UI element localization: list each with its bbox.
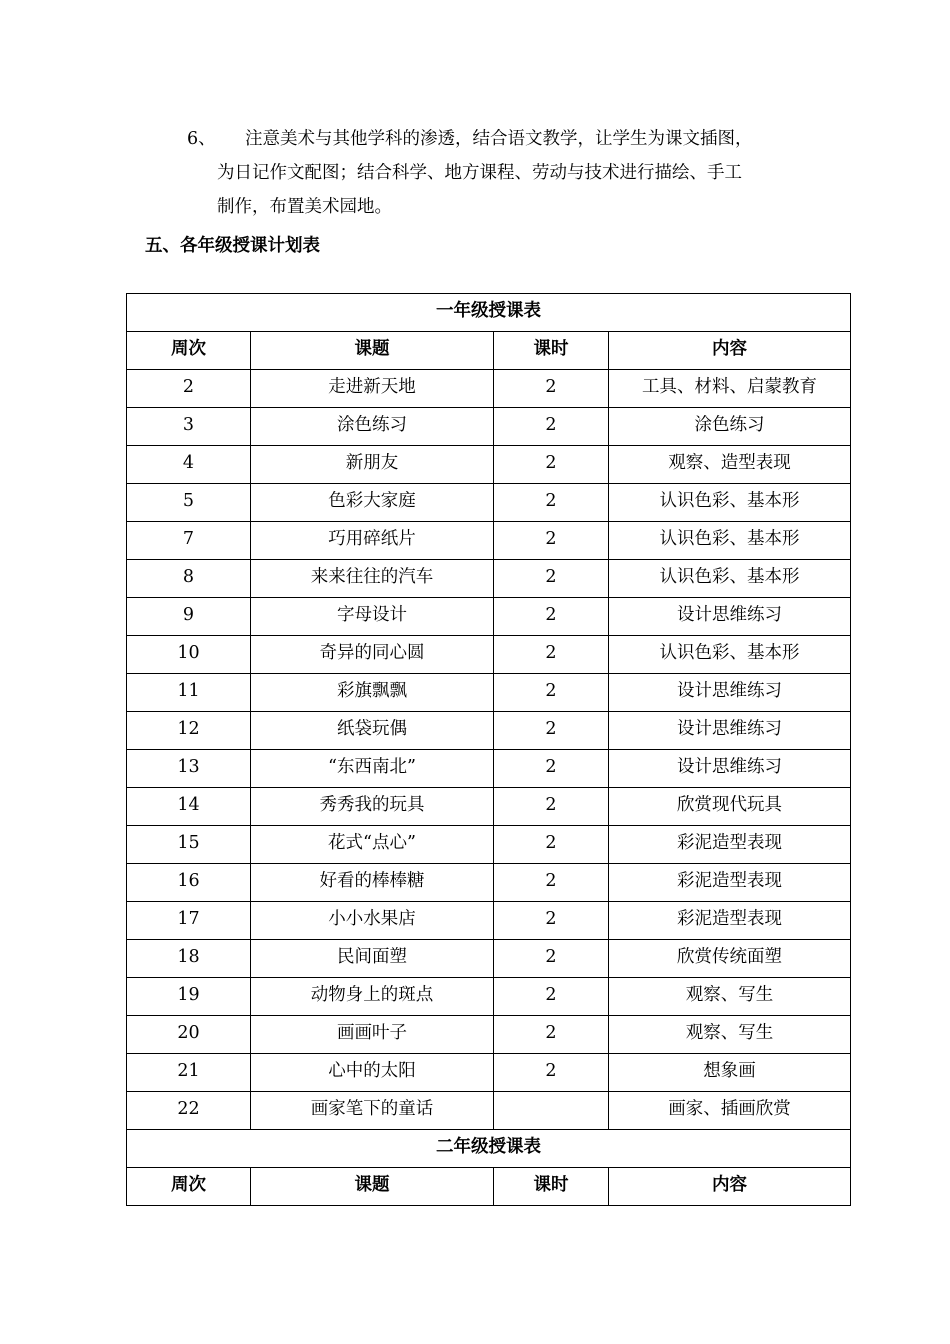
cell-hours: 2: [494, 560, 609, 598]
cell-week: 14: [127, 788, 251, 826]
table-row: [127, 826, 851, 864]
cell-hours: 2: [494, 788, 609, 826]
cell-content: 想象画: [609, 1054, 851, 1092]
cell-content: 观察、写生: [609, 1016, 851, 1054]
cell-hours: 2: [494, 370, 609, 408]
cell-content: 观察、造型表现: [609, 446, 851, 484]
grade2-header-row: [127, 1168, 851, 1206]
cell-week: 19: [127, 978, 251, 1016]
list-number: 6、: [187, 129, 216, 149]
cell-topic: 彩旗飘飘: [251, 674, 494, 712]
cell-topic: 涂色练习: [251, 408, 494, 446]
paragraph-line: 为日记作文配图；结合科学、地方课程、劳动与技术进行描绘、手工: [217, 163, 742, 183]
cell-week: 18: [127, 940, 251, 978]
cell-content: 彩泥造型表现: [609, 902, 851, 940]
cell-week: 3: [127, 408, 251, 446]
cell-content: 欣赏现代玩具: [609, 788, 851, 826]
cell-content: 认识色彩、基本形: [609, 636, 851, 674]
cell-topic: 色彩大家庭: [251, 484, 494, 522]
table-row: [127, 1092, 851, 1130]
cell-topic: 动物身上的斑点: [251, 978, 494, 1016]
cell-content: 认识色彩、基本形: [609, 522, 851, 560]
paragraph-line: 注意美术与其他学科的渗透，结合语文教学，让学生为课文插图，: [245, 129, 753, 149]
cell-topic: 巧用碎纸片: [251, 522, 494, 560]
cell-week: 22: [127, 1092, 251, 1130]
cell-week: 8: [127, 560, 251, 598]
cell-content: 观察、写生: [609, 978, 851, 1016]
cell-week: 7: [127, 522, 251, 560]
grade2-title-row: [127, 1130, 851, 1168]
cell-topic: 画家笔下的童话: [251, 1092, 494, 1130]
schedule-table: [126, 293, 851, 1206]
cell-week: 9: [127, 598, 251, 636]
table-row: [127, 1016, 851, 1054]
cell-week: 21: [127, 1054, 251, 1092]
column-header-week: 周次: [127, 1168, 251, 1206]
cell-topic: 好看的棒棒糖: [251, 864, 494, 902]
cell-topic: 秀秀我的玩具: [251, 788, 494, 826]
column-header-week: 周次: [127, 332, 251, 370]
cell-hours: 2: [494, 484, 609, 522]
table-row: [127, 446, 851, 484]
table-row: [127, 864, 851, 902]
paragraph-line: 制作，布置美术园地。: [217, 197, 392, 217]
column-header-content: 内容: [609, 1168, 851, 1206]
cell-content: 涂色练习: [609, 408, 851, 446]
cell-week: 2: [127, 370, 251, 408]
column-header-hours: 课时: [494, 332, 609, 370]
table-row: [127, 674, 851, 712]
grade1-header-row: [127, 332, 851, 370]
cell-week: 13: [127, 750, 251, 788]
cell-week: 10: [127, 636, 251, 674]
cell-topic: 纸袋玩偶: [251, 712, 494, 750]
column-header-topic: 课题: [251, 332, 494, 370]
table-row: [127, 484, 851, 522]
cell-content: 欣赏传统面塑: [609, 940, 851, 978]
table-row: [127, 978, 851, 1016]
cell-topic: 新朋友: [251, 446, 494, 484]
cell-topic: 字母设计: [251, 598, 494, 636]
cell-hours: 2: [494, 1054, 609, 1092]
cell-content: 彩泥造型表现: [609, 826, 851, 864]
table-row: [127, 408, 851, 446]
table-row: [127, 712, 851, 750]
cell-hours: 2: [494, 446, 609, 484]
cell-topic: 民间面塑: [251, 940, 494, 978]
table-row: [127, 902, 851, 940]
cell-hours: 2: [494, 598, 609, 636]
cell-week: 4: [127, 446, 251, 484]
cell-topic: 小小水果店: [251, 902, 494, 940]
cell-hours: 2: [494, 674, 609, 712]
grade2-table-title: 二年级授课表: [127, 1130, 851, 1168]
cell-content: 认识色彩、基本形: [609, 560, 851, 598]
cell-week: 15: [127, 826, 251, 864]
column-header-content: 内容: [609, 332, 851, 370]
cell-hours: 2: [494, 902, 609, 940]
cell-topic: 来来往往的汽车: [251, 560, 494, 598]
cell-topic: 画画叶子: [251, 1016, 494, 1054]
table-row: [127, 370, 851, 408]
cell-hours: 2: [494, 750, 609, 788]
section-heading: 五、各年级授课计划表: [145, 236, 320, 256]
table-row: [127, 522, 851, 560]
cell-topic: “东西南北”: [251, 750, 494, 788]
cell-hours: 2: [494, 826, 609, 864]
cell-week: 12: [127, 712, 251, 750]
cell-week: 5: [127, 484, 251, 522]
cell-hours: 2: [494, 712, 609, 750]
column-header-topic: 课题: [251, 1168, 494, 1206]
cell-content: 设计思维练习: [609, 750, 851, 788]
cell-content: 设计思维练习: [609, 712, 851, 750]
table-row: [127, 636, 851, 674]
cell-week: 16: [127, 864, 251, 902]
grade1-table-title: 一年级授课表: [127, 294, 851, 332]
cell-week: 17: [127, 902, 251, 940]
cell-topic: 奇异的同心圆: [251, 636, 494, 674]
cell-hours: 2: [494, 940, 609, 978]
cell-hours: 2: [494, 978, 609, 1016]
cell-hours: 2: [494, 864, 609, 902]
cell-hours: 2: [494, 1016, 609, 1054]
cell-week: 11: [127, 674, 251, 712]
cell-content: 认识色彩、基本形: [609, 484, 851, 522]
table-row: [127, 940, 851, 978]
cell-week: 20: [127, 1016, 251, 1054]
cell-content: 工具、材料、启蒙教育: [609, 370, 851, 408]
column-header-hours: 课时: [494, 1168, 609, 1206]
cell-hours: 2: [494, 408, 609, 446]
cell-topic: 花式“点心”: [251, 826, 494, 864]
grade1-title-row: [127, 294, 851, 332]
cell-content: 画家、插画欣赏: [609, 1092, 851, 1130]
cell-topic: 走进新天地: [251, 370, 494, 408]
cell-hours: 2: [494, 636, 609, 674]
cell-hours: [494, 1092, 609, 1130]
table-row: [127, 560, 851, 598]
cell-hours: 2: [494, 522, 609, 560]
cell-content: 设计思维练习: [609, 674, 851, 712]
table-row: [127, 788, 851, 826]
cell-content: 设计思维练习: [609, 598, 851, 636]
table-row: [127, 1054, 851, 1092]
table-row: [127, 598, 851, 636]
table-row: [127, 750, 851, 788]
cell-topic: 心中的太阳: [251, 1054, 494, 1092]
cell-content: 彩泥造型表现: [609, 864, 851, 902]
